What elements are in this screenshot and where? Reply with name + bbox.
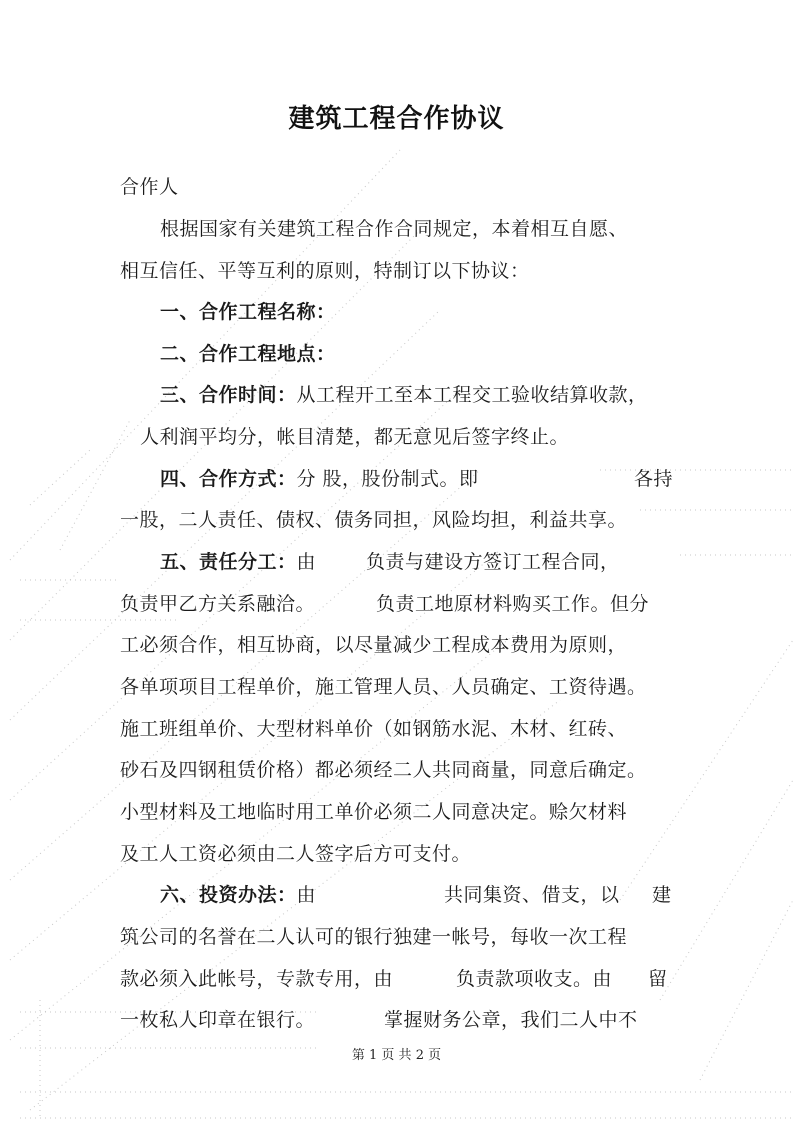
section-1-heading: 一、合作工程名称： (160, 301, 336, 323)
section-6-text-3b: 负责款项收支。由 (456, 968, 613, 990)
section-6-heading: 六、投资办法： (160, 884, 297, 906)
section-5-heading: 五、责任分工： (160, 551, 297, 573)
section-5-line-7: 小型材料及工地临时用工单价必须二人同意决定。赊欠材料 (120, 801, 628, 823)
section-4-line-2: 一股，二人责任、债权、债务同担，风险均担，利益共享。 (120, 509, 628, 531)
section-6-text-3c: 留 (648, 968, 668, 990)
section-5-line-3: 工必须合作，相互协商，以尽量减少工程成本费用为原则， (120, 634, 628, 656)
section-6-text-1a: 由 (296, 884, 317, 906)
section-4-heading: 四、合作方式： (160, 468, 297, 490)
party-label: 合作人 (120, 176, 179, 198)
intro-line-1: 根据国家有关建筑工程合作合同规定，本着相互自愿、 (160, 218, 629, 240)
section-5-line-6: 砂石及四钢租赁价格）都必须经二人共同商量，同意后确定。 (120, 759, 647, 781)
section-5-line-8: 及工人工资必须由二人签字后方可支付。 (120, 843, 472, 865)
section-4-line-1 (160, 464, 479, 491)
section-4-text-1a: 分 股，股份制式。即 (296, 468, 479, 490)
section-3-line-1 (160, 380, 648, 407)
intro-line-2: 相互信任、平等互利的原则，特制订以下协议： (120, 260, 530, 282)
section-5-text-2b: 负责工地原材料购买工作。但分 (376, 593, 650, 615)
section-6-text-4b: 掌握财务公章，我们二人中不 (384, 1009, 638, 1031)
section-6-line-1 (160, 880, 316, 907)
section-3-line-2: 人利润平均分，帐目清楚，都无意见后签字终止。 (140, 426, 570, 448)
page-number-footer: 第 1 页 共 2 页 (351, 1048, 442, 1063)
section-5-text-1a: 由 (296, 551, 317, 573)
section-6-text-1b: 共同集资、借支，以 (444, 884, 620, 906)
section-6-text-1c: 建 (652, 884, 672, 906)
section-6-text-4a: 一枚私人印章在银行。 (120, 1009, 316, 1031)
section-5-text-1b: 负责与建设方签订工程合同， (366, 551, 620, 573)
section-5-line-5: 施工班组单价、大型材料单价（如钢筋水泥、木材、红砖、 (120, 718, 628, 740)
section-3-heading: 三、合作时间： (160, 384, 297, 406)
section-5-line-4: 各单项项目工程单价，施工管理人员、人员确定、工资待遇。 (120, 676, 647, 698)
section-6-line-2: 筑公司的名誉在二人认可的银行独建一帐号，每收一次工程 (120, 926, 628, 948)
section-5-line-1 (160, 547, 316, 574)
section-4-text-1b: 各持 (634, 468, 674, 490)
section-5-text-2a: 负责甲乙方关系融洽。 (120, 593, 316, 615)
section-2-heading: 二、合作工程地点： (160, 343, 336, 365)
section-3-text-1: 从工程开工至本工程交工验收结算收款， (296, 384, 648, 406)
document-title: 建筑工程合作协议 (288, 104, 505, 134)
section-6-text-3a: 款必须入此帐号，专款专用，由 (120, 968, 394, 990)
